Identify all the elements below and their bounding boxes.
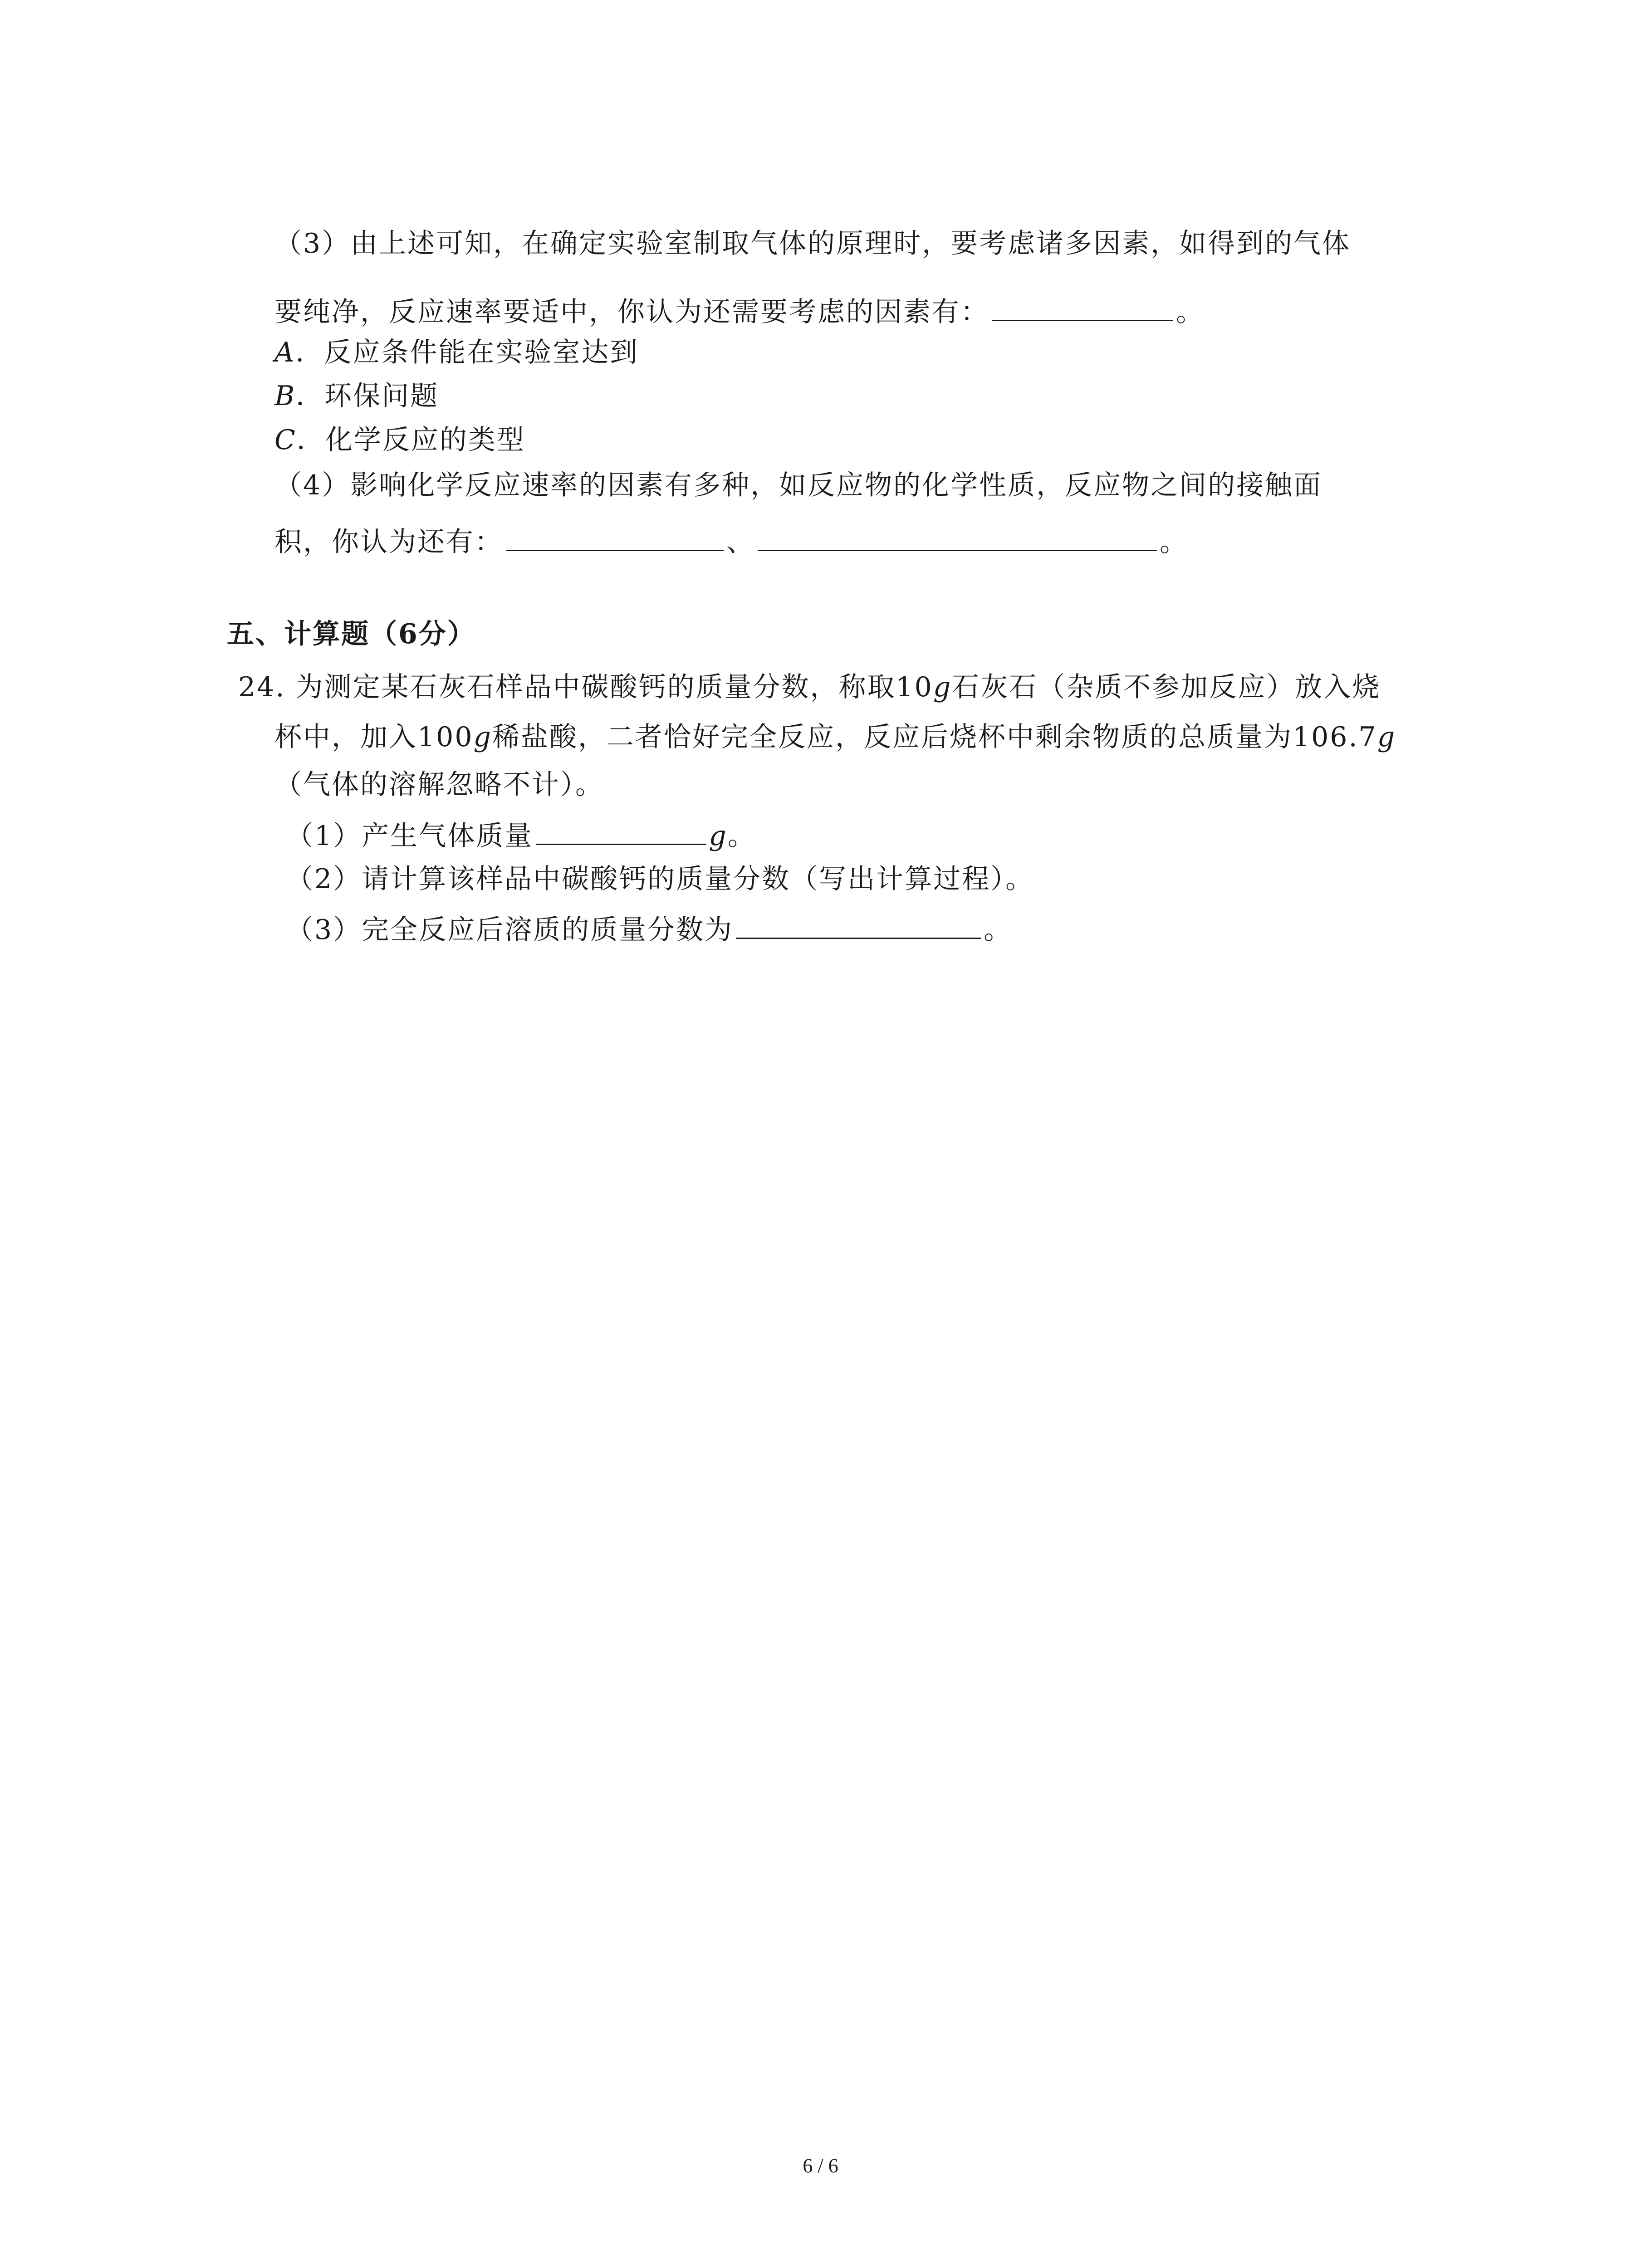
q3-option-c-text: ．化学反应的类型: [296, 424, 525, 456]
q4-line2: [274, 522, 1188, 560]
q3-option-b-text: ．环保问题: [296, 380, 439, 412]
q3-answer-blank[interactable]: [992, 292, 1173, 321]
q24-number: 24.: [238, 671, 286, 703]
q3-line2-end: 。: [1176, 296, 1205, 328]
q24-line2-a: 杯中，加入100: [274, 721, 474, 753]
q24-line2-unit: g: [473, 721, 492, 753]
q24-line2-unit-2: g: [1377, 721, 1396, 753]
q4-line2-text: 积，你认为还有：: [274, 526, 503, 558]
q24-sub1-unit: g: [709, 820, 728, 852]
q3-option-a: [274, 334, 638, 371]
q3-option-a-text: ．反应条件能在实验室达到: [295, 337, 639, 368]
q3-option-c-letter: C: [274, 424, 297, 456]
q3-option-b: [274, 378, 439, 414]
q3-line2: [274, 292, 1205, 330]
q4-answer-blank-2[interactable]: [758, 522, 1157, 551]
q24-sub3: [286, 909, 1012, 948]
q24-sub3-answer-blank[interactable]: [736, 909, 981, 939]
q24-line1-b: 石灰石（杂质不参加反应）放入烧: [952, 671, 1381, 703]
q24-line2-b: 稀盐酸，二者恰好完全反应，反应后烧杯中剩余物质的总质量为106.7: [492, 721, 1377, 753]
q3-line2-text: 要纯净，反应速率要适中，你认为还需要考虑的因素有：: [274, 296, 989, 328]
section-5-heading: 五、计算题（6分）: [227, 618, 476, 650]
q24-sub1: [286, 816, 756, 854]
q24-sub1-answer-blank[interactable]: [536, 816, 706, 845]
q24-line3: （气体的溶解忽略不计）。: [274, 769, 604, 801]
q4-answer-blank-1[interactable]: [506, 522, 724, 551]
q24-line1-a: 为测定某石灰石样品中碳酸钙的质量分数，称取10: [295, 671, 933, 703]
q24-line1-unit: g: [933, 671, 952, 703]
page-number: 6 / 6: [803, 2155, 838, 2177]
q3-line1: （3）由上述可知，在确定实验室制取气体的原理时，要考虑诸多因素，如得到的气体: [274, 228, 1351, 259]
q24-sub3-text: （3）完全反应后溶质的质量分数为: [286, 914, 734, 946]
q24-sub1-end: 。: [727, 820, 756, 852]
q4-separator: 、: [726, 526, 755, 558]
q24-sub2: （2）请计算该样品中碳酸钙的质量分数（写出计算过程）。: [286, 863, 1034, 895]
q3-option-c: [274, 422, 525, 458]
q3-option-b-letter: B: [274, 380, 296, 412]
q24-line2: [274, 719, 1396, 755]
q4-line1: （4）影响化学反应速率的因素有多种，如反应物的化学性质，反应物之间的接触面: [274, 469, 1323, 501]
q4-end: 。: [1160, 526, 1188, 558]
q24-sub1-text: （1）产生气体质量: [286, 820, 534, 852]
q24-line1: [238, 669, 1381, 705]
q24-sub3-end: 。: [984, 914, 1013, 946]
q3-option-a-letter: A: [274, 337, 296, 368]
